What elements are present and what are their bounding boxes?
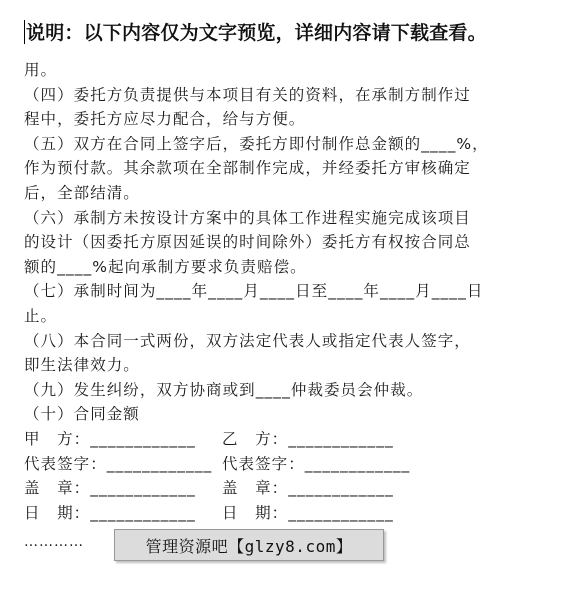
text-line: 止。 — [24, 306, 58, 325]
party-b-date-field: 日 期：____________ — [222, 503, 394, 522]
party-a-seal-field: 盖 章：____________ — [24, 479, 196, 498]
preview-notice: 说明：以下内容仅为文字预览，详细内容请下载查看。 — [26, 22, 487, 44]
watermark-banner: 管理资源吧【glzy8.com】 — [114, 529, 384, 561]
party-b-representative-field: 代表签字：____________ — [222, 454, 411, 473]
party-a-representative-field: 代表签字：____________ — [24, 454, 213, 473]
contract-text — [24, 58, 554, 525]
text-line: 即生法律效力。 — [24, 356, 140, 375]
text-line: （四）委托方负责提供与本项目有关的资料，在承制方制作过 — [24, 85, 471, 104]
text-line: 程中，委托方应尽力配合，给与方便。 — [24, 110, 306, 129]
party-b-seal-field: 盖 章：____________ — [222, 479, 394, 498]
party-a-field: 甲 方：____________ — [24, 429, 196, 448]
signature-row-representative — [24, 452, 554, 477]
party-b-field: 乙 方：____________ — [222, 429, 394, 448]
text-line: 作为预付款。其余款项在全部制作完成，并经委托方审核确定 — [24, 159, 471, 178]
signature-row-party — [24, 427, 554, 452]
continuation-dots: ………… — [24, 534, 84, 550]
text-line: 的设计（因委托方原因延误的时间除外）委托方有权按合同总 — [24, 233, 471, 252]
text-line: （八）本合同一式两份，双方法定代表人或指定代表人签字， — [24, 331, 471, 350]
text-line: 用。 — [24, 61, 58, 79]
text-line: （六）承制方未按设计方案中的具体工作进程实施完成该项目 — [24, 208, 471, 227]
text-line: （五）双方在合同上签字后，委托方即付制作总金额的____%， — [24, 134, 489, 153]
text-cursor — [24, 20, 25, 44]
text-line: 额的____%起向承制方要求负责赔偿。 — [24, 257, 307, 276]
text-line: （九）发生纠纷，双方协商或到____仲裁委员会仲裁。 — [24, 380, 424, 399]
party-a-date-field: 日 期：____________ — [24, 503, 196, 522]
text-line: （七）承制时间为____年____月____日至____年____月____日 — [24, 282, 484, 301]
signature-row-date — [24, 501, 554, 526]
signature-row-seal — [24, 476, 554, 501]
text-line: 后，全部结清。 — [24, 183, 140, 202]
text-line: （十）合同金额 — [24, 405, 140, 424]
